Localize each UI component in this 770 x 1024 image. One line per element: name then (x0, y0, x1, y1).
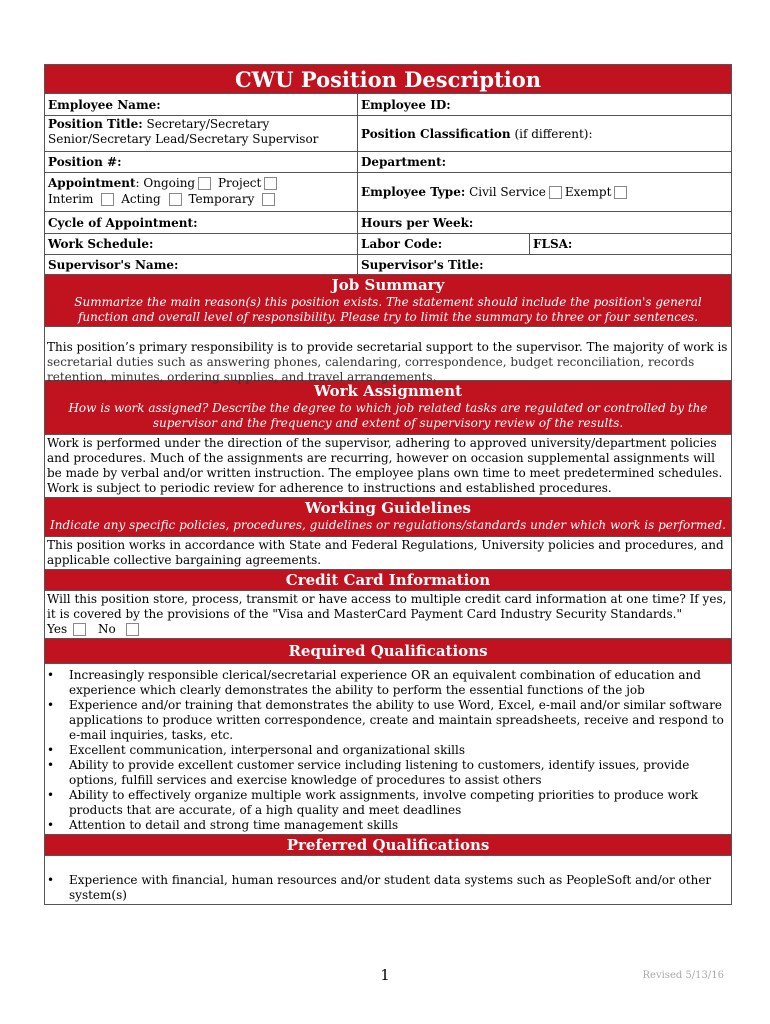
list-item: • Increasingly responsible clerical/secretarial experience OR an equivalent combination of education and experience which clearly demonstrates the ability to perform the essential functions of the job (47, 668, 729, 698)
credit-card-no-label: No (97, 622, 116, 636)
employee-type-exempt-label: Exempt (564, 185, 612, 199)
list-item: • Experience and/or training that demonstrates the ability to use Word, Excel, e-mail and/or similar software applications to produce written correspondence, create and maintain spreadsheets, receive and respond to e-mail inquiries, tasks, etc. (47, 698, 729, 743)
working-guidelines-instructions: Indicate any specific policies, procedures, guidelines or regulations/standards under which work is performed. (45, 518, 731, 537)
appointment-interim-checkbox[interactable] (101, 193, 114, 206)
credit-card-question: Will this position store, process, transmit or have access to multiple credit card information at one time? If yes, it is covered by the provisions of the "Visa and MasterCard Payment Card Industry Security Standards." (47, 592, 727, 621)
appointment-acting-label: Acting (121, 192, 161, 206)
position-title-value-1: Secretary/Secretary (146, 117, 270, 131)
appointment-project-label: Project (217, 176, 262, 190)
appointment-label: Appointment (48, 176, 136, 190)
appointment-temporary-label: Temporary (188, 192, 255, 206)
employee-id-field[interactable]: Employee ID: (361, 97, 451, 112)
position-classification-label: Position Classification (361, 126, 511, 141)
supervisor-name-field[interactable]: Supervisor's Name: (45, 255, 358, 274)
list-item: • Experience with financial, human resources and/or student data systems such as PeopleSoft and/or other system(s) (47, 873, 729, 903)
row-cycle (45, 212, 731, 234)
appointment-temporary-checkbox[interactable] (262, 193, 275, 206)
appointment-field: Appointment: Ongoing Project Interim Acting Temporary (45, 173, 358, 211)
row-supervisor (45, 255, 731, 275)
list-item: • Excellent communication, interpersonal and organizational skills (47, 743, 729, 758)
required-qualifications-body[interactable] (45, 664, 731, 835)
row-employee (45, 94, 731, 116)
employee-type-label: Employee Type: (361, 185, 466, 199)
form-title: CWU Position Description (45, 65, 731, 94)
department-field[interactable]: Department: (361, 155, 447, 169)
flsa-field[interactable]: FLSA: (533, 237, 573, 251)
hours-per-week-field[interactable]: Hours per Week: (361, 215, 474, 230)
credit-card-yes-checkbox[interactable] (73, 623, 86, 636)
position-classification-note: (if different): (514, 126, 593, 141)
appointment-interim-label: Interim (48, 192, 94, 206)
position-title-label: Position Title: (48, 117, 143, 131)
credit-card-answer (47, 622, 729, 637)
work-assignment-instructions: How is work assigned? Describe the degree to which job related tasks are regulated or controlled by the supervisor and the frequency and extent of supervisory review of the results. (45, 401, 731, 435)
appointment-acting-checkbox[interactable] (169, 193, 182, 206)
working-guidelines-heading: Working Guidelines (45, 498, 731, 518)
appointment-ongoing-label: Ongoing (143, 176, 196, 190)
labor-code-field[interactable]: Labor Code: (358, 234, 530, 254)
position-number-field[interactable]: Position #: (45, 152, 358, 172)
job-summary-instructions: Summarize the main reason(s) this position exists. The statement should include the position's general function and overall level of responsibility. Please try to limit the summary to three or four sentences. (45, 295, 731, 327)
working-guidelines-body[interactable]: This position works in accordance with State and Federal Regulations, University policies and procedures, and applicable collective bargaining agreements. (45, 537, 731, 570)
preferred-qualifications-heading: Preferred Qualifications (45, 835, 731, 856)
list-item: • Attention to detail and strong time management skills (47, 818, 729, 833)
position-title-field[interactable] (45, 116, 358, 151)
preferred-qualifications-body[interactable] (45, 856, 731, 904)
list-item: • Ability to effectively organize multiple work assignments, involve competing priorities to produce work products that are accurate, of a high quality and meet deadlines (47, 788, 729, 818)
credit-card-body (45, 591, 731, 639)
row-position-title (45, 116, 731, 152)
labor-code-flsa-cell (358, 234, 731, 254)
required-qualifications-heading: Required Qualifications (45, 639, 731, 664)
job-summary-body[interactable] (45, 327, 731, 384)
supervisor-title-field[interactable]: Supervisor's Title: (361, 257, 484, 272)
employee-name-field[interactable]: Employee Name: (45, 94, 358, 115)
page-number: 1 (380, 966, 390, 984)
required-qualifications-list (47, 668, 729, 833)
employee-type-civil-service-checkbox[interactable] (549, 186, 562, 199)
employee-type-civil-service-label: Civil Service (469, 185, 546, 199)
work-assignment-heading: Work Assignment (45, 381, 731, 401)
job-summary-text-1: This position’s primary responsibility is to provide secretarial support to the supervisor. The majority of work is (47, 340, 728, 354)
appointment-project-checkbox[interactable] (264, 177, 277, 190)
credit-card-no-checkbox[interactable] (126, 623, 139, 636)
credit-card-heading: Credit Card Information (45, 570, 731, 591)
row-position-number (45, 152, 731, 173)
work-schedule-field[interactable]: Work Schedule: (45, 234, 358, 254)
position-classification-field[interactable] (358, 116, 731, 151)
row-appointment (45, 173, 731, 212)
position-description-form (44, 64, 732, 905)
employee-type-field (358, 173, 731, 211)
job-summary-text-2: secretarial duties such as answering phones, calendaring, correspondence, budget reconciliation, records retention, minutes, ordering supplies, and travel arrangements. (47, 355, 695, 384)
position-title-value-2: Senior/Secretary Lead/Secretary Supervisor (48, 132, 319, 146)
employee-type-exempt-checkbox[interactable] (614, 186, 627, 199)
list-item: • Ability to provide excellent customer service including listening to customers, identify issues, provide options, fulfill services and exercise knowledge of procedures to assist others (47, 758, 729, 788)
cycle-of-appointment-field[interactable]: Cycle of Appointment: (45, 212, 358, 233)
appointment-ongoing-checkbox[interactable] (198, 177, 211, 190)
row-work-schedule (45, 234, 731, 255)
job-summary-heading: Job Summary (45, 275, 731, 295)
work-assignment-body[interactable]: Work is performed under the direction of the supervisor, adhering to approved university/department policies and procedures. Much of the assignments are recurring, however on occasion supplemental assignments will be made by verbal and/or written instruction. The employee plans own time to meet predetermined schedules. Work is subject to periodic review for adherence to instructions and established procedures. (45, 435, 731, 498)
credit-card-yes-label: Yes (47, 622, 68, 636)
revision-date: Revised 5/13/16 (642, 970, 724, 981)
preferred-qualifications-list (47, 873, 729, 903)
